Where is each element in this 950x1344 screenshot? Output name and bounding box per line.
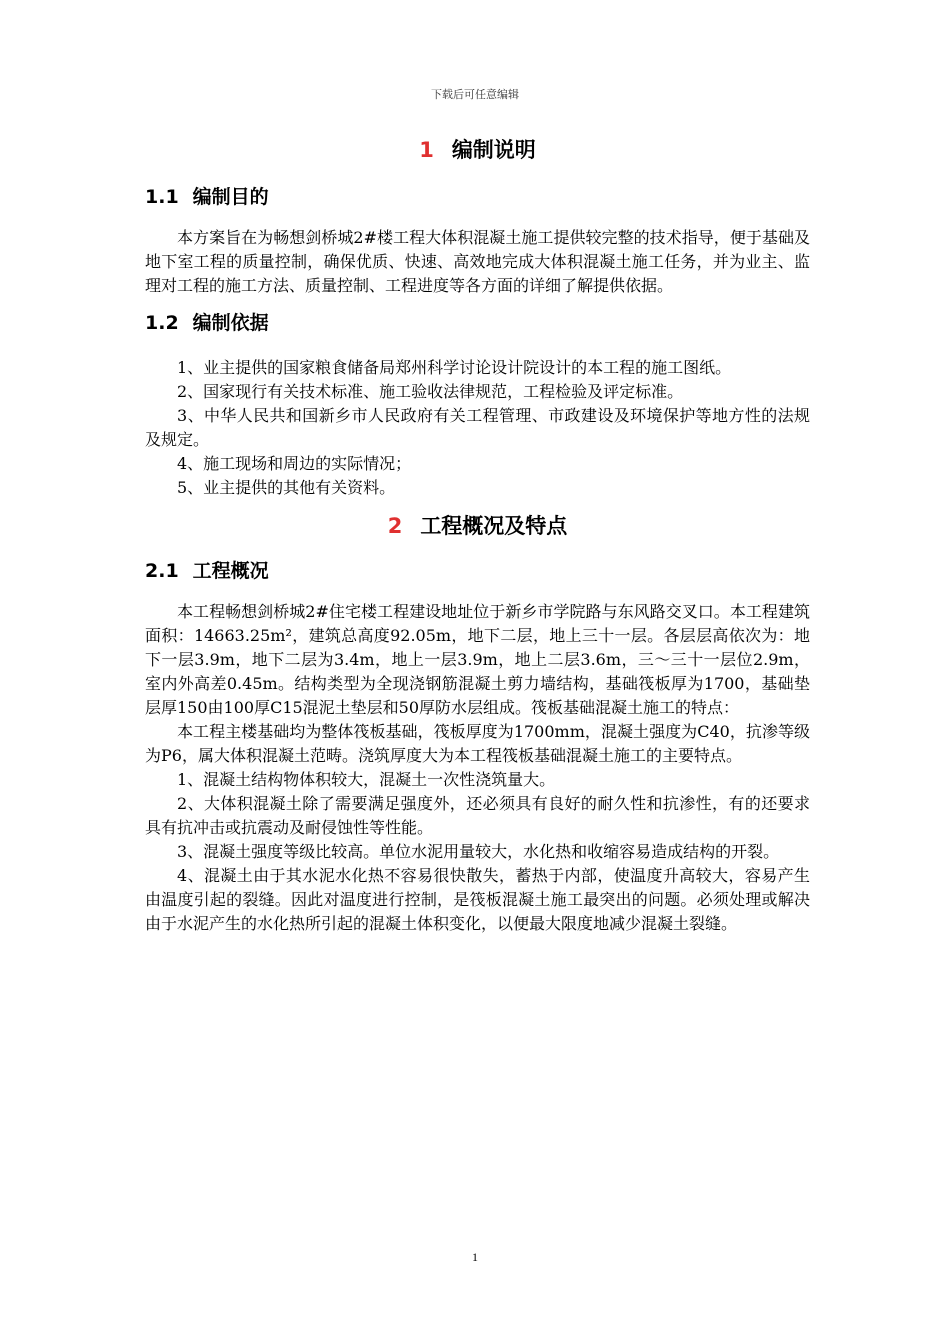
list-item: 1、业主提供的国家粮食储备局郑州科学讨论设计院设计的本工程的施工图纸。 [177, 358, 732, 377]
page-number: 1 [472, 1250, 478, 1264]
section-number: 2.1 [145, 560, 179, 582]
chapter-number: 2 [387, 514, 403, 538]
section-title: 工程概况 [192, 560, 269, 582]
section-2-1-body [145, 600, 810, 936]
paragraph: 本方案旨在为畅想剑桥城2#楼工程大体积混凝土施工提供较完整的技术指导，便于基础及地下室工程的质量控制，确保优质、快速、高效地完成大体积混凝土施工任务，并为业主、监理对工程的施工方法、质量控制、工程进度等各方面的详细了解提供依据。 [145, 228, 810, 295]
list-item: 5、业主提供的其他有关资料。 [177, 478, 396, 497]
list-item: 4、混凝土由于其水泥水化热不容易很快散失，蓄热于内部，使温度升高较大，容易产生由温度引起的裂缝。因此对温度进行控制，是筏板混凝土施工最突出的问题。必须处理或解决由于水泥产生的水化热所引起的混凝土体积变化，以便最大限度地减少混凝土裂缝。 [145, 866, 810, 933]
chapter-title: 编制说明 [451, 138, 536, 162]
chapter-number: 1 [419, 138, 434, 162]
list-item: 1、混凝土结构物体积较大，混凝土一次性浇筑量大。 [177, 770, 556, 789]
section-1-2-body [145, 356, 810, 500]
section-title: 编制依据 [192, 312, 269, 334]
paragraph: 本工程主楼基础均为整体筏板基础，筏板厚度为1700mm，混凝土强度为C40，抗渗等级为P6，属大体积混凝土范畴。浇筑厚度大为本工程筏板基础混凝土施工的主要特点。 [145, 722, 810, 765]
list-item: 3、混凝土强度等级比较高。单位水泥用量较大，水化热和收缩容易造成结构的开裂。 [177, 842, 780, 861]
section-title: 编制目的 [192, 186, 269, 208]
list-item: 3、中华人民共和国新乡市人民政府有关工程管理、市政建设及环境保护等地方性的法规及规定。 [145, 406, 810, 449]
section-1-1-heading [145, 180, 810, 214]
section-1-2-heading [145, 306, 810, 340]
section-1-1-body [145, 226, 810, 298]
section-number: 1.1 [145, 186, 179, 208]
paragraph: 本工程畅想剑桥城2#住宅楼工程建设地址位于新乡市学院路与东风路交叉口。本工程建筑面积：14663.25m²，建筑总高度92.05m，地下二层，地上三十一层。各层层高依次为：地下一层3.9m，地下二层为3.4m，地上一层3.9m，地上二层3.6m，三～三十一层位2.9m，室内外高差0.45m。结构类型为全现浇钢筋混凝土剪力墙结构，基础筏板厚为1700，基础垫层厚150由100厚C15混泥土垫层和50厚防水层组成。筏板基础混凝土施工的特点： [145, 602, 810, 717]
header-note: 下载后可任意编辑 [431, 88, 519, 101]
section-2-1-heading [145, 554, 810, 588]
section-number: 1.2 [145, 312, 179, 334]
document-body [145, 130, 810, 936]
chapter-1-heading [145, 130, 810, 170]
list-item: 2、大体积混凝土除了需要满足强度外，还必须具有良好的耐久性和抗渗性，有的还要求具有抗冲击或抗震动及耐侵蚀性等性能。 [145, 794, 810, 837]
chapter-title: 工程概况及特点 [420, 514, 568, 538]
chapter-2-heading [145, 506, 810, 546]
list-item: 4、施工现场和周边的实际情况； [177, 454, 412, 473]
list-item: 2、国家现行有关技术标准、施工验收法律规范，工程检验及评定标准。 [177, 382, 684, 401]
